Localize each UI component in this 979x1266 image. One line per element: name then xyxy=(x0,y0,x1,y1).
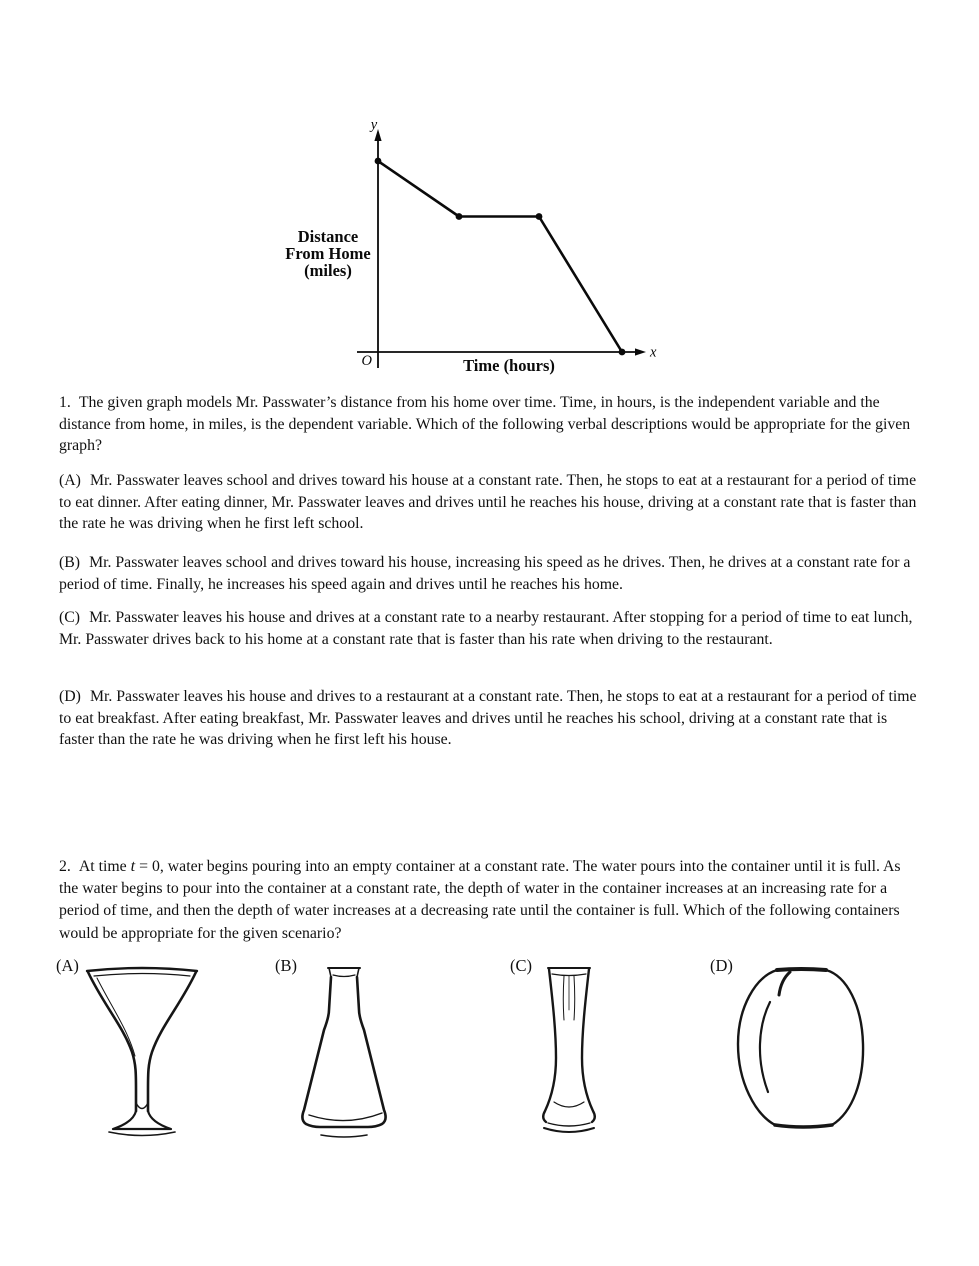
question-1-number: 1. xyxy=(59,394,71,411)
graph-point-bend1 xyxy=(456,213,463,220)
option-b-text: Mr. Passwater leaves school and drives toward his house, increasing his speed as he drives. Then, he drives at a constant rate for a period of time. Finally, he increases his speed again and drives until he reaches his home. xyxy=(59,554,911,593)
y-axis-title-line1: Distance xyxy=(297,227,359,246)
container-d-label: (D) xyxy=(710,956,733,975)
option-a xyxy=(59,470,923,535)
option-b xyxy=(59,552,923,595)
option-c xyxy=(59,607,923,650)
x-axis-arrow-icon xyxy=(635,348,646,355)
math-equals-zero: = 0, xyxy=(135,858,164,875)
graph-point-end xyxy=(619,349,626,356)
graph-line xyxy=(378,161,622,352)
origin-label: O xyxy=(361,353,372,369)
option-d-label: (D) xyxy=(59,688,81,705)
container-a-label: (A) xyxy=(56,956,79,975)
option-d xyxy=(59,686,923,751)
container-c-slim-vase-icon xyxy=(540,964,602,1142)
question-1-text xyxy=(59,392,923,457)
math-variable-t: t xyxy=(130,856,136,875)
x-axis-title: Time (hours) xyxy=(463,356,555,375)
x-axis-symbol: x xyxy=(650,344,657,361)
graph-canvas xyxy=(283,113,663,378)
question-2-prefix: At time xyxy=(78,858,131,875)
option-c-text: Mr. Passwater leaves his house and drives at a constant rate to a nearby restaurant. After stopping for a period of time to eat lunch, Mr. Passwater drives back to his home at a constant rate that is faster than his rate when driving to the restaurant. xyxy=(59,609,913,648)
graph-point-start xyxy=(375,158,382,165)
container-c-label: (C) xyxy=(510,956,532,975)
question-2-suffix: water begins pouring into an empty container at a constant rate. The water pours into the container until it is full. As the water begins to pour into the container at a constant rate, the depth of water in the container increases at an increasing rate for a period of time, and then the depth of water increases at a decreasing rate until the container is full. Which of the following containers would be appropriate for the given scenario? xyxy=(59,858,901,942)
question-2-number: 2. xyxy=(59,858,71,875)
option-d-text: Mr. Passwater leaves his house and drives to a restaurant at a constant rate. Then, he stops to eat at a restaurant for a period of time to eat breakfast. After eating breakfast, Mr. Passwater leaves and drives until he reaches his school, driving at a constant rate that is faster than the rate he was driving when he first left his house. xyxy=(59,688,917,749)
container-b-erlenmeyer-flask-icon xyxy=(296,964,392,1140)
container-a-trumpet-vase-icon xyxy=(83,962,201,1140)
option-a-text: Mr. Passwater leaves school and drives toward his house at a constant rate. Then, he stops to eat at a restaurant for a period of time to eat dinner. After eating dinner, Mr. Passwater leaves and drives until he reaches his house, driving at a constant rate that is faster than the rate he was driving when he first left school. xyxy=(59,472,917,533)
container-d-round-vase-icon xyxy=(733,964,867,1136)
container-b-label: (B) xyxy=(275,956,297,975)
y-axis-symbol: y xyxy=(370,117,378,133)
option-c-label: (C) xyxy=(59,609,81,626)
y-axis-title-line2: From Home xyxy=(285,244,371,263)
distance-time-graph xyxy=(283,113,663,378)
option-b-label: (B) xyxy=(59,554,81,571)
graph-point-bend2 xyxy=(536,213,543,220)
question-2-text xyxy=(59,855,923,945)
question-1-prompt: The given graph models Mr. Passwater’s distance from his home over time. Time, in hours, is the independent variable and the distance from home, in miles, is the dependent variable. Which of the following verbal descriptions would be appropriate for the given graph? xyxy=(59,394,911,455)
option-a-label: (A) xyxy=(59,472,81,489)
y-axis-title-line3: (miles) xyxy=(304,261,352,280)
